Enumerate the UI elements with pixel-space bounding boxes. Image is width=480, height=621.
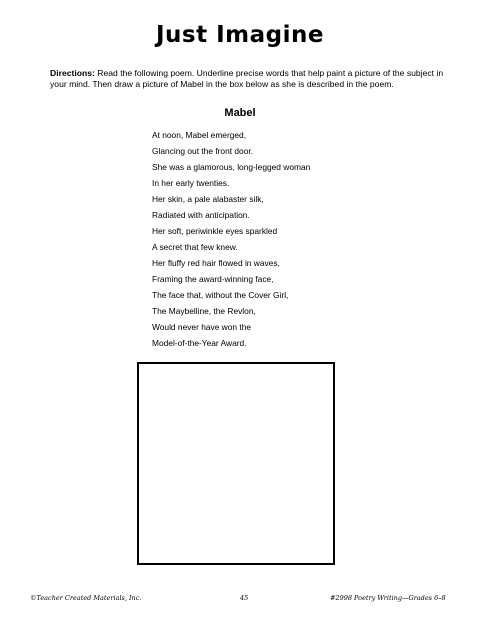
- page-title: Just Imagine: [156, 22, 324, 48]
- poem-line: Glancing out the front door.: [152, 146, 254, 156]
- poem-line: Would never have won the: [152, 322, 252, 332]
- directions-label: Directions:: [50, 68, 95, 78]
- poem-line: Model-of-the-Year Award.: [152, 338, 247, 348]
- poem-line: Her soft, periwinkle eyes sparkled: [152, 226, 278, 236]
- poem-line: Framing the award-winning face,: [152, 274, 274, 284]
- poem-line: Her skin, a pale alabaster silk,: [152, 194, 264, 204]
- poem-line: Radiated with anticipation.: [152, 210, 250, 220]
- poem-line: At noon, Mabel emerged,: [152, 130, 247, 140]
- footer-copyright: ©Teacher Created Materials, Inc.: [30, 594, 142, 602]
- footer-page-number: 45: [240, 594, 249, 602]
- footer-book-title: #2998 Poetry Writing—Grades 6–8: [330, 594, 446, 602]
- poem-line: A secret that few knew.: [152, 242, 238, 252]
- poem-line: Her fluffy red hair flowed in waves,: [152, 258, 280, 268]
- poem-title: Mabel: [224, 107, 256, 119]
- poem-line: In her early twenties.: [152, 178, 230, 188]
- poem-line: The face that, without the Cover Girl,: [152, 290, 289, 300]
- poem-line: She was a glamorous, long-legged woman: [152, 162, 311, 172]
- poem-lines: [152, 127, 310, 351]
- poem-line: The Maybelline, the Revlon,: [152, 306, 256, 316]
- directions: [50, 68, 445, 90]
- directions-text: Read the following poem. Underline precise words that help paint a picture of the subject in your mind. Then draw a picture of Mabel in the box below as she is described in the poem.: [50, 68, 444, 89]
- drawing-box[interactable]: [137, 362, 335, 565]
